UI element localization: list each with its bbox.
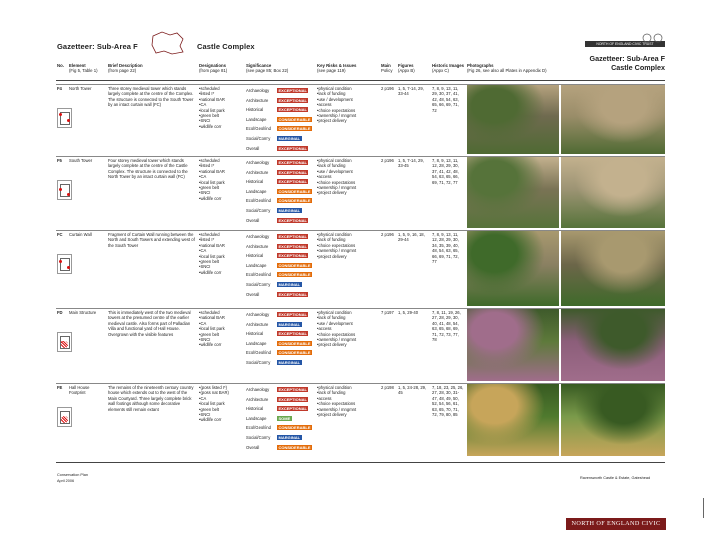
side-title-line-1: Gazetteer: Sub-Area F [589, 54, 665, 63]
significance-list [246, 232, 316, 299]
significance-label: Ecol/Geol/ind [246, 198, 271, 204]
significance-badge: EXCEPTIONAL [278, 253, 307, 259]
significance-row [246, 320, 316, 330]
main-policy: 2 p196 [381, 232, 394, 237]
significance-label: Overall [246, 444, 260, 450]
column-title: Figures [398, 63, 414, 68]
designation-item: • CA [199, 396, 245, 401]
significance-badge: EXCEPTIONAL [278, 234, 307, 239]
page-title: Gazetteer: Sub-Area F [57, 42, 138, 51]
column-header [317, 63, 356, 73]
historic-images-ref: 7, 8, 9, 13, 11, 29, 30, 37, 41, 42, 48, 54, 63, 65, 66, 69, 71, 72 [432, 86, 459, 113]
risk-item: • access [317, 326, 379, 331]
footer-left-2: April 2006 [57, 479, 75, 483]
significance-badge: EXCEPTIONAL [278, 406, 307, 412]
significance-badge: EXCEPTIONAL [278, 107, 307, 113]
site-photograph [561, 384, 665, 456]
site-photograph [467, 384, 559, 456]
figures-ref: 1, 5, 9, 16, 18, 29-44 [398, 232, 425, 243]
designation-item: • wildlife corr [199, 270, 245, 275]
risk-item: • lack of funding [317, 315, 379, 320]
element-name: Hall House Footprint [69, 385, 90, 396]
column-title: No. [57, 63, 64, 68]
significance-row [246, 310, 316, 320]
designation-item: • CA [199, 248, 245, 253]
column-subtitle: (from page 22) [108, 68, 137, 73]
significance-label: Ecol/Geol/ind [246, 425, 271, 431]
column-header [432, 63, 464, 73]
main-policy: 2 p196 [381, 86, 394, 91]
location-thumbnail [57, 407, 72, 427]
significance-row [246, 443, 316, 453]
location-thumbnail [57, 332, 72, 352]
designation-item: • wildlife corr [199, 342, 245, 347]
significance-badge: EXCEPTIONAL [278, 217, 307, 223]
designation-item: • green belt [199, 113, 245, 118]
risk-item: • use / development [317, 97, 379, 102]
significance-row [246, 177, 316, 187]
significance-label: Archaeology [246, 88, 270, 93]
location-thumbnail [57, 180, 72, 200]
location-marker-icon [67, 193, 70, 196]
significance-badge: EXCEPTIONAL [278, 243, 307, 249]
location-marker-icon [59, 113, 62, 116]
significance-label: Archaeology [246, 234, 270, 239]
significance-row [246, 144, 316, 154]
brief-description: Three storey medieval tower which stands largely complete at the centre of the Complex. The structure is connected to the South Tower by an intact curtain wall (FC) [108, 86, 194, 108]
designation-item: • (poss listed I*) [199, 385, 245, 390]
designation-item: • SNCI [199, 264, 245, 269]
footer-brand: NORTH OF ENGLAND CIVIC TRUST [566, 518, 666, 530]
designation-item: • green belt [199, 407, 245, 412]
location-marker-icon [67, 119, 70, 122]
designation-item: • green belt [199, 259, 245, 264]
significance-row [246, 395, 316, 405]
significance-badge: MARGINAL [278, 359, 301, 365]
significance-row [246, 404, 316, 414]
risks-list [317, 310, 379, 348]
risk-item: • project delivery [317, 190, 379, 195]
designation-item: • national BAR [199, 169, 245, 174]
risk-item: • project delivery [317, 118, 379, 123]
crest-icon [642, 30, 664, 40]
significance-badge: EXCEPTIONAL [278, 396, 307, 402]
significance-badge: CONSIDERABLE [278, 198, 311, 204]
site-photograph [561, 309, 665, 381]
significance-row [246, 187, 316, 197]
location-marker-icon [67, 266, 70, 269]
element-name: North Tower [69, 86, 92, 91]
designation-item: • green belt [199, 332, 245, 337]
significance-row [246, 385, 316, 395]
significance-badge: EXCEPTIONAL [278, 97, 307, 103]
risk-item: • ownership / mngmnt [317, 248, 379, 253]
column-subtitle: (from page 81) [199, 68, 228, 73]
significance-label: Landscape [246, 262, 267, 268]
designation-item: • national BAR [199, 243, 245, 248]
designation-item: • wildlife corr [199, 196, 245, 201]
risk-item: • ownership / mngmnt [317, 185, 379, 190]
row-number: FD [57, 310, 63, 315]
significance-row [246, 134, 316, 144]
designations-list [199, 310, 245, 348]
column-header [467, 63, 547, 73]
designations-list [199, 385, 245, 423]
significance-row [246, 196, 316, 206]
column-title: Photographs [467, 63, 494, 68]
significance-list [246, 310, 316, 368]
table-bottom-rule [56, 462, 665, 463]
significance-label: Historical [246, 331, 264, 337]
risk-item: • choice expectations [317, 243, 379, 248]
column-subtitle: (Fig 26, see also all Plates in Appendix D) [467, 68, 547, 73]
significance-label: Social/Com'y [246, 281, 271, 287]
column-title: Key Risks & Issues [317, 63, 357, 68]
significance-row [246, 348, 316, 358]
significance-badge: EXCEPTIONAL [278, 291, 307, 297]
risk-item: • lack of funding [317, 237, 379, 242]
designations-list [199, 86, 245, 129]
significance-label: Ecol/Geol/ind [246, 350, 271, 356]
risk-item: • access [317, 102, 379, 107]
risks-list [317, 86, 379, 124]
risk-item: • ownership / mngmnt [317, 113, 379, 118]
risk-item: • use / development [317, 169, 379, 174]
risk-item: • ownership / mngmnt [317, 407, 379, 412]
risk-item: • project delivery [317, 254, 379, 259]
significance-label: Landscape [246, 340, 267, 346]
column-header [57, 63, 64, 68]
significance-row [246, 261, 316, 271]
location-thumbnail [57, 254, 72, 274]
significance-label: Archaeology [246, 312, 270, 317]
significance-badge: MARGINAL [278, 207, 301, 213]
brief-description: Fragment of Curtain Wall running between the North and South Towers and extending west of the South Tower [108, 232, 195, 248]
designation-item: • local list park [199, 254, 245, 259]
site-photograph [467, 157, 559, 228]
risk-item: • lack of funding [317, 91, 379, 96]
risk-item: • physical condition [317, 232, 379, 237]
risk-item: • physical condition [317, 310, 379, 315]
main-policy: 7 p197 [381, 310, 394, 315]
site-photograph [561, 157, 665, 228]
significance-row [246, 124, 316, 134]
significance-label: Landscape [246, 188, 267, 194]
risk-item: • physical condition [317, 158, 379, 163]
designation-item: • national BAR [199, 97, 245, 102]
column-subtitle: (Appx C) [432, 68, 449, 73]
figures-ref: 1, 5, 7-14, 29, 33-45 [398, 158, 424, 169]
location-thumbnail [57, 108, 72, 128]
column-header [398, 63, 415, 73]
site-photograph [467, 231, 559, 306]
significance-badge: MARGINAL [278, 281, 301, 287]
column-title: Designations [199, 63, 226, 68]
element-name: Main Structure [69, 310, 97, 315]
site-photograph [561, 85, 665, 154]
significance-badge: MARGINAL [278, 434, 301, 440]
significance-badge: CONSIDERABLE [278, 116, 311, 122]
risk-item: • project delivery [317, 412, 379, 417]
significance-list [246, 385, 316, 452]
significance-row [246, 251, 316, 261]
designation-item: • (poss nat BAR) [199, 390, 245, 395]
designation-item: • green belt [199, 185, 245, 190]
page-subtitle: Castle Complex [197, 42, 255, 51]
site-photograph [467, 85, 559, 154]
column-subtitle: (see page 119) [317, 68, 346, 73]
row-number: F4 [57, 86, 62, 91]
risk-item: • use / development [317, 321, 379, 326]
risk-item: • physical condition [317, 385, 379, 390]
significance-row [246, 105, 316, 115]
column-title: Element [69, 63, 86, 68]
significance-label: Archaeology [246, 160, 270, 165]
risk-item: • ownership / mngmnt [317, 337, 379, 342]
significance-badge: EXCEPTIONAL [278, 145, 307, 151]
significance-label: Overall [246, 291, 260, 297]
column-title: Significance [246, 63, 272, 68]
significance-label: Ecol/Geol/ind [246, 272, 271, 278]
significance-badge: SOME [278, 415, 291, 421]
designation-item: • listed I* [199, 237, 245, 242]
significance-badge: EXCEPTIONAL [278, 160, 307, 165]
designations-list [199, 158, 245, 201]
column-title: Historic Images [432, 63, 465, 68]
figures-ref: 1, 5, 24-28, 29, 45 [398, 385, 427, 396]
significance-row [246, 216, 316, 226]
column-header [199, 63, 227, 73]
footer-left-1: Conservation Plan [57, 473, 89, 477]
significance-row [246, 168, 316, 178]
significance-label: Architecture [246, 97, 269, 103]
designation-item: • local list park [199, 326, 245, 331]
column-title: Main [381, 63, 391, 68]
significance-row [246, 96, 316, 106]
risks-list [317, 385, 379, 417]
significance-row [246, 115, 316, 125]
side-title-line-2: Castle Complex [611, 63, 665, 72]
designation-item: • CA [199, 102, 245, 107]
designation-item: • local list park [199, 108, 245, 113]
historic-images-ref: 7, 8, 9, 13, 11, 12, 28, 29, 30, 37, 41, 42, 48, 54, 63, 65, 66, 69, 71, 72, 77 [432, 158, 459, 185]
significance-row [246, 290, 316, 300]
risk-item: • choice expectations [317, 180, 379, 185]
designation-item: • SNCI [199, 118, 245, 123]
significance-label: Architecture [246, 243, 269, 249]
significance-badge: CONSIDERABLE [278, 188, 311, 194]
significance-row [246, 358, 316, 368]
significance-label: Architecture [246, 396, 269, 402]
site-photograph [561, 231, 665, 306]
hatched-area-icon [61, 341, 68, 348]
risk-item: • lack of funding [317, 390, 379, 395]
significance-row [246, 329, 316, 339]
significance-list [246, 86, 316, 153]
historic-images-ref: 7, 18, 23, 25, 26, 27, 28, 30, 31-47, 48, 49, 50, 52, 54, 56, 61, 63, 65, 70, 71, 72, 79, 80, 85 [432, 385, 464, 418]
edge-mark [703, 498, 710, 518]
designations-list [199, 232, 245, 275]
significance-label: Social/Com'y [246, 207, 271, 213]
brief-description: Four storey medieval tower which stands largely complete at the centre of the Castle Complex. The structure is connected to the North Tower by an intact curtain wall (FC) [108, 158, 188, 180]
significance-badge: CONSIDERABLE [278, 272, 311, 278]
designation-item: • wildlife corr [199, 417, 245, 422]
significance-row [246, 280, 316, 290]
significance-row [246, 270, 316, 280]
figures-ref: 1, 5, 7-14, 29, 33-44 [398, 86, 424, 97]
significance-row [246, 86, 316, 96]
significance-row [246, 414, 316, 424]
significance-badge: EXCEPTIONAL [278, 179, 307, 185]
significance-label: Overall [246, 217, 260, 223]
significance-badge: CONSIDERABLE [278, 262, 311, 268]
significance-badge: CONSIDERABLE [278, 350, 311, 356]
historic-images-ref: 7, 8, 11, 19, 26, 27, 28, 29, 30, 40, 41, 48, 54, 63, 65, 68, 69, 71, 72, 73, 77, 78 [432, 310, 461, 343]
main-policy: 2 p196 [381, 158, 394, 163]
significance-label: Social/Com'y [246, 434, 271, 440]
significance-row [246, 242, 316, 252]
designation-item: • listed I* [199, 163, 245, 168]
column-subtitle: (Fig 5, Table 1) [69, 68, 98, 73]
significance-label: Architecture [246, 321, 269, 327]
significance-label: Archaeology [246, 387, 270, 392]
brief-description: The remains of the nineteenth century country house which extends out to the west of the Main Courtyard. Three largely complete brick wall footings although some decorative elements still remain extant [108, 385, 194, 412]
side-title [585, 54, 665, 72]
brief-description: This is immediately west of the two medieval towers at the presumed centre of the earlier medieval castle. Also forms part of Palladian Villa and functional yard of Hall House. Overgrown with the visible features [108, 310, 191, 337]
designation-item: • national BAR [199, 315, 245, 320]
risk-item: • access [317, 174, 379, 179]
significance-badge: EXCEPTIONAL [278, 169, 307, 175]
column-header [108, 63, 143, 73]
significance-label: Historical [246, 107, 264, 113]
significance-label: Landscape [246, 415, 267, 421]
row-number: FE [57, 385, 63, 390]
risk-item: • choice expectations [317, 108, 379, 113]
significance-badge: CONSIDERABLE [278, 444, 311, 450]
significance-label: Overall [246, 145, 260, 151]
significance-badge: CONSIDERABLE [278, 340, 311, 346]
header-rule [56, 80, 665, 81]
significance-row [246, 423, 316, 433]
main-policy: 2 p198 [381, 385, 394, 390]
row-number: F5 [57, 158, 62, 163]
risk-item: • choice expectations [317, 332, 379, 337]
significance-badge: CONSIDERABLE [278, 126, 311, 132]
designation-item: • SNCI [199, 190, 245, 195]
significance-badge: MARGINAL [278, 135, 301, 141]
element-name: Curtain Wall [69, 232, 92, 237]
designation-item: • scheduled [199, 158, 245, 163]
significance-row [246, 339, 316, 349]
location-map-icon [150, 30, 186, 56]
designation-item: • local list park [199, 401, 245, 406]
risks-list [317, 232, 379, 259]
significance-row [246, 232, 316, 242]
significance-badge: MARGINAL [278, 321, 301, 327]
significance-label: Historical [246, 253, 264, 259]
element-name: South Tower [69, 158, 93, 163]
significance-label: Landscape [246, 116, 267, 122]
significance-label: Historical [246, 406, 264, 412]
designation-item: • CA [199, 174, 245, 179]
significance-badge: CONSIDERABLE [278, 425, 311, 431]
significance-badge: EXCEPTIONAL [278, 331, 307, 337]
significance-label: Social/Com'y [246, 135, 271, 141]
column-title: Brief Description [108, 63, 143, 68]
significance-badge: EXCEPTIONAL [278, 387, 307, 392]
risk-item: • lack of funding [317, 163, 379, 168]
designation-item: • SNCI [199, 412, 245, 417]
risk-item: • choice expectations [317, 401, 379, 406]
risks-list [317, 158, 379, 196]
risk-item: • access [317, 396, 379, 401]
designation-item: • SNCI [199, 337, 245, 342]
location-marker-icon [59, 260, 62, 263]
historic-images-ref: 7, 8, 9, 13, 11, 12, 28, 29, 30, 34, 35, 39, 40, 48, 54, 63, 65, 66, 69, 71, 72, 77 [432, 232, 459, 265]
designation-item: • local list park [199, 180, 245, 185]
significance-label: Ecol/Geol/ind [246, 126, 271, 132]
site-photograph [467, 309, 559, 381]
significance-badge: EXCEPTIONAL [278, 88, 307, 93]
column-subtitle: (see page 85; Box 22) [246, 68, 289, 73]
figures-ref: 1, 5, 29-40 [398, 310, 419, 315]
significance-row [246, 206, 316, 216]
column-header [381, 63, 392, 73]
significance-badge: EXCEPTIONAL [278, 312, 307, 317]
significance-row [246, 433, 316, 443]
hatched-area-icon [61, 416, 68, 423]
row-number: FC [57, 232, 63, 237]
column-header [246, 63, 288, 73]
designation-item: • scheduled [199, 86, 245, 91]
footer-right: Ravensworth Castle & Estate, Gateshead [580, 476, 651, 480]
risk-item: • physical condition [317, 86, 379, 91]
designation-item: • wildlife corr [199, 124, 245, 129]
side-label: NORTH OF ENGLAND CIVIC TRUST [585, 41, 665, 47]
column-subtitle: (Appx B) [398, 68, 415, 73]
designation-item: • scheduled [199, 232, 245, 237]
risk-item: • project delivery [317, 342, 379, 347]
column-subtitle: Policy [381, 68, 393, 73]
significance-label: Social/Com'y [246, 359, 271, 365]
column-header [69, 63, 98, 73]
designation-item: • scheduled [199, 310, 245, 315]
location-marker-icon [59, 188, 62, 191]
significance-label: Architecture [246, 169, 269, 175]
significance-list [246, 158, 316, 225]
designation-item: • CA [199, 321, 245, 326]
significance-label: Historical [246, 179, 264, 185]
significance-row [246, 158, 316, 168]
designation-item: • listed I* [199, 91, 245, 96]
